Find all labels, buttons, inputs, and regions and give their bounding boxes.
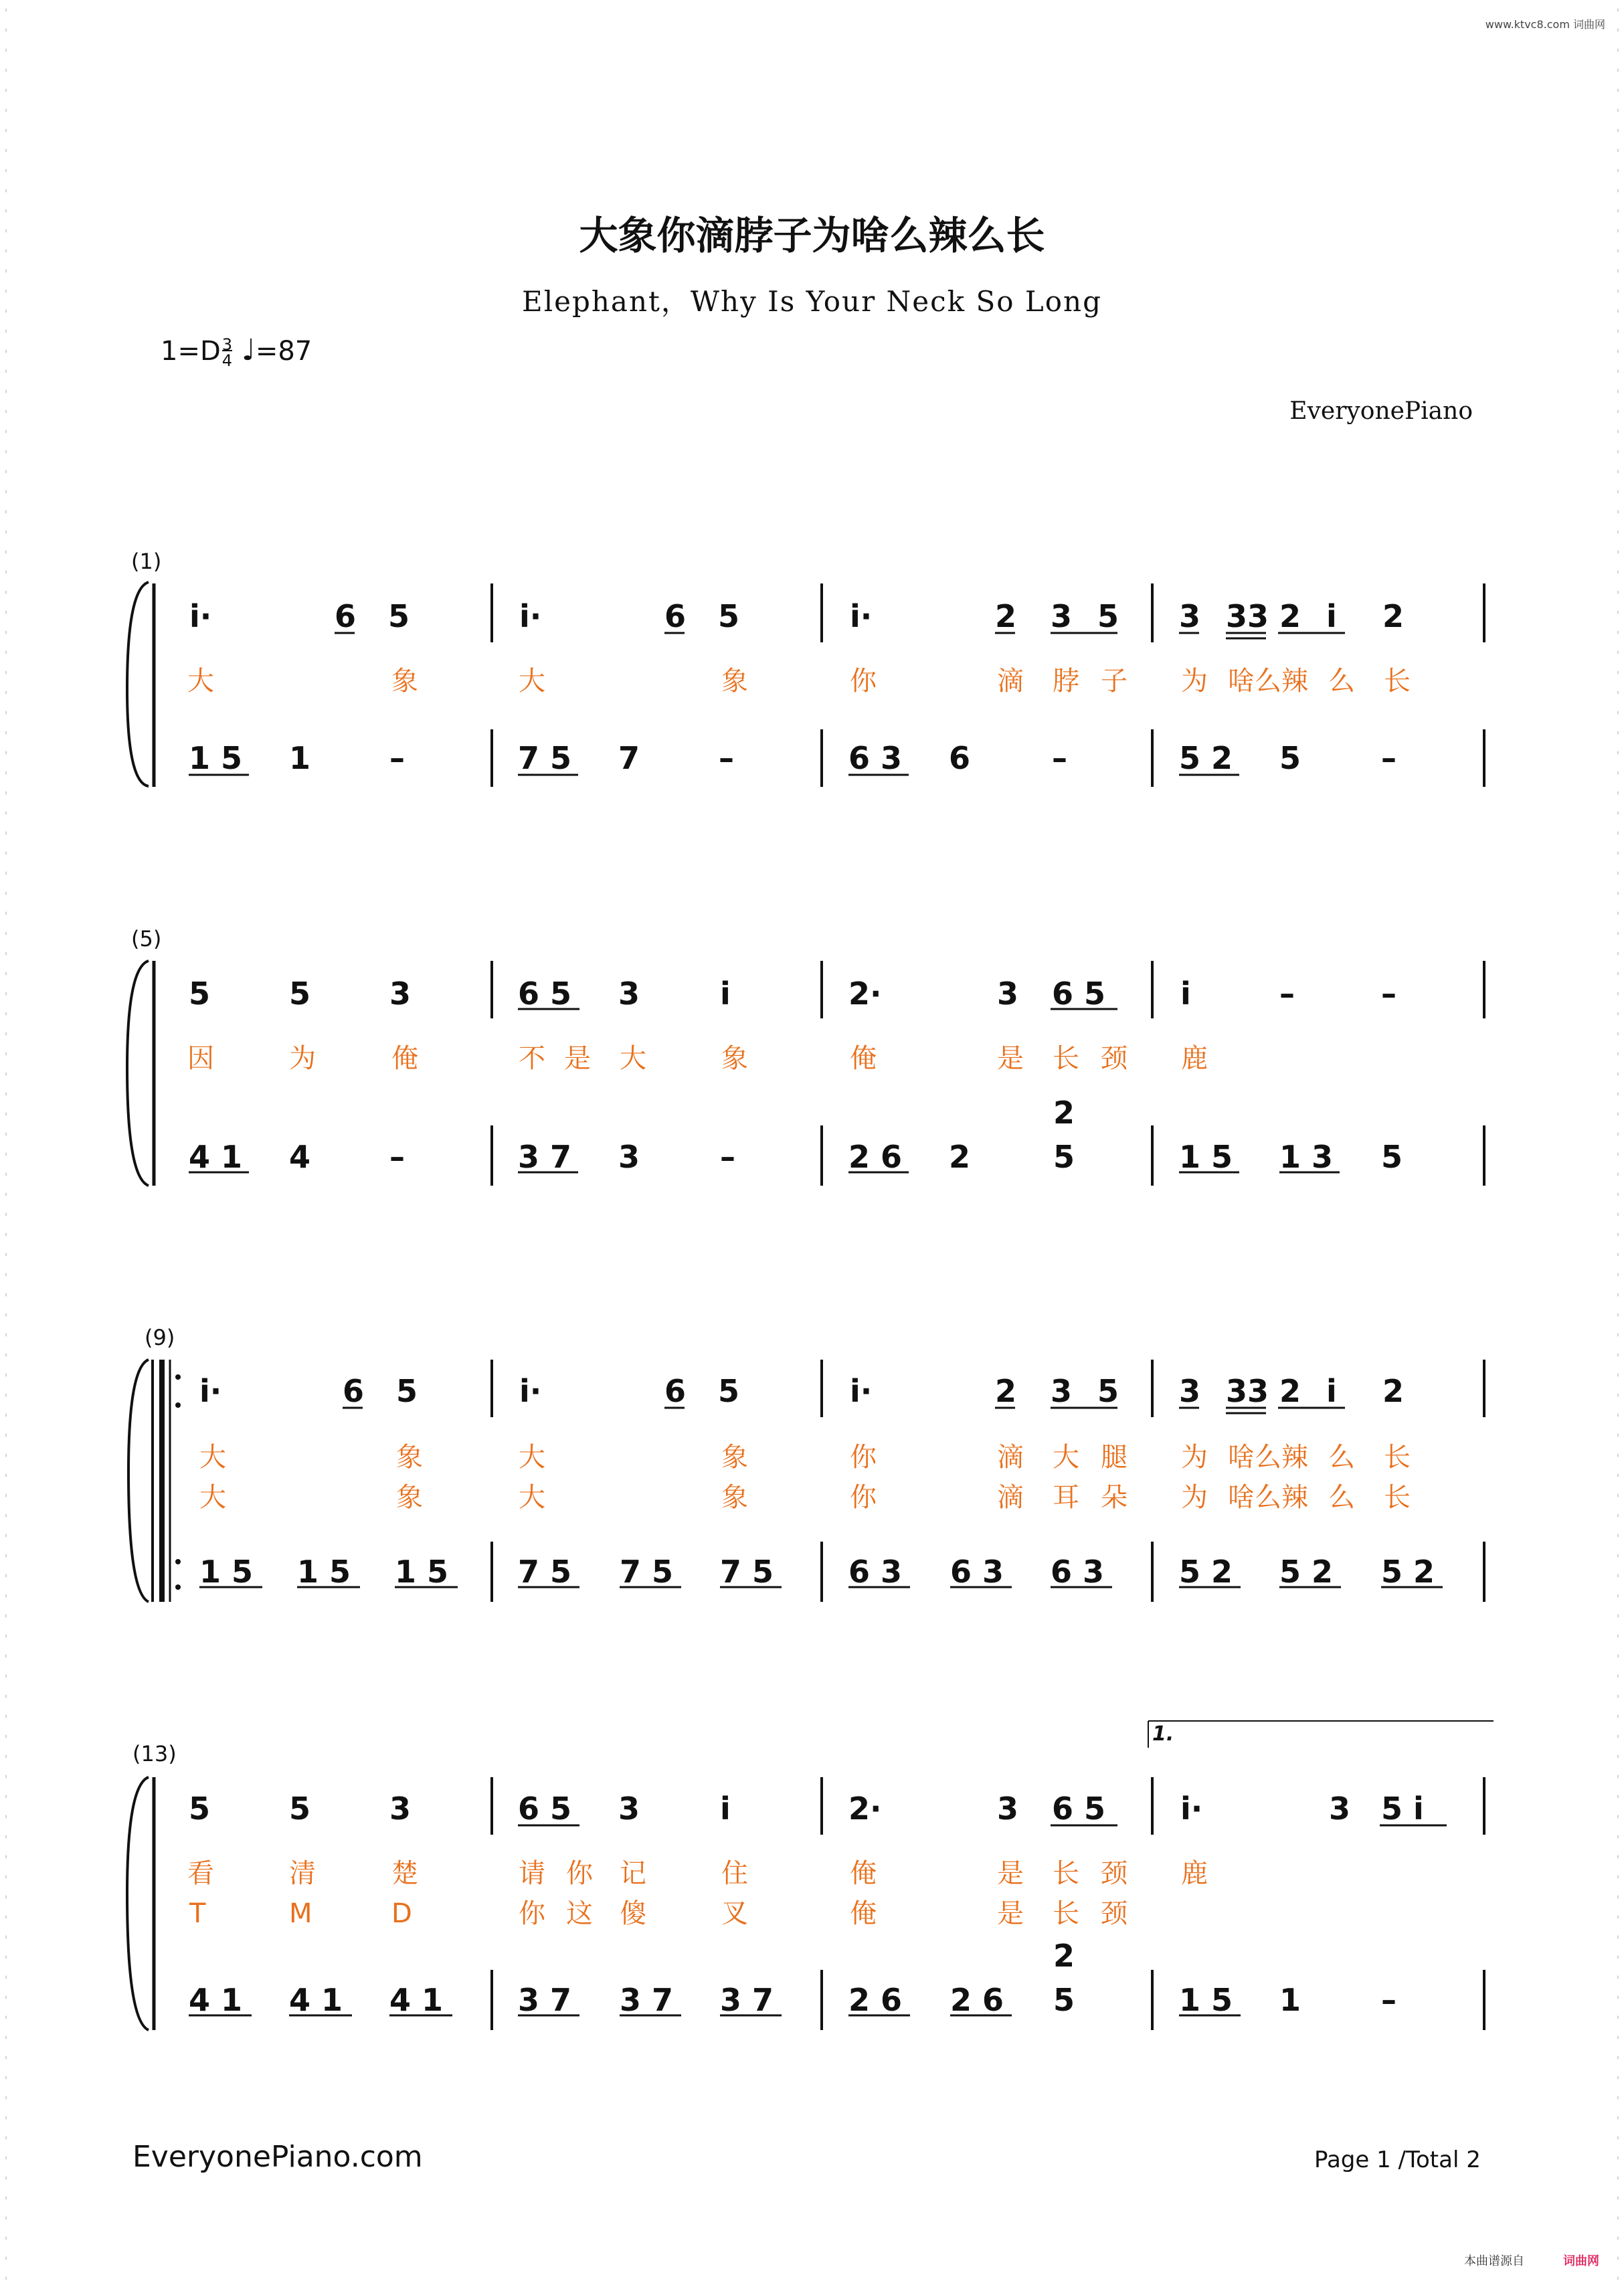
lyric: 象	[396, 1442, 423, 1473]
note: i	[1326, 1373, 1337, 1409]
note: 6 5	[1052, 976, 1106, 1012]
lyric: 不是	[519, 1043, 610, 1074]
note: 1 5	[395, 1554, 449, 1590]
note: i·	[189, 598, 212, 634]
lyric: 腿	[1101, 1442, 1127, 1473]
note: 3	[1051, 1373, 1073, 1409]
lyric: 为	[1181, 666, 1208, 697]
note: 6 5	[518, 1791, 572, 1827]
source-brand: 词曲网	[1563, 2254, 1599, 2268]
key-signature: 1=D	[161, 336, 221, 367]
footer-site: EveryonePiano.com	[132, 2140, 423, 2174]
note: 2	[1053, 1095, 1075, 1131]
note: 3	[1329, 1791, 1351, 1827]
source-label: 本曲谱源自	[1464, 2254, 1524, 2268]
lyric: 长	[1053, 1043, 1079, 1074]
note: 5	[189, 976, 211, 1012]
tempo-value: =87	[255, 336, 312, 367]
lyric: 颈	[1101, 1858, 1127, 1889]
volta-bracket-label: 1.	[1152, 1722, 1174, 1746]
lyric: 耳	[1053, 1482, 1079, 1513]
quarter-note-icon: ♩	[242, 333, 256, 367]
note: i	[720, 1791, 731, 1827]
note: 33	[1226, 1373, 1269, 1409]
lyric: 长	[1053, 1858, 1079, 1889]
lyric: 象	[721, 1442, 748, 1473]
note: 1 3	[1279, 1139, 1334, 1175]
lyric: 你	[519, 1898, 545, 1929]
lyric: 大	[199, 1482, 226, 1513]
note: 4 1	[189, 1139, 243, 1175]
note: 5 2	[1279, 1554, 1334, 1590]
note: –	[719, 740, 734, 776]
lyric: 辣	[1281, 666, 1308, 697]
lyric: 大	[519, 1482, 545, 1513]
lyric: 是	[997, 1898, 1024, 1929]
note: i·	[519, 598, 542, 634]
arranger: EveryonePiano	[1289, 397, 1473, 425]
note: 5 i	[1381, 1791, 1424, 1827]
lyric: 大	[620, 1043, 646, 1074]
note: 2	[1382, 1373, 1405, 1409]
lyric: 俺	[850, 1043, 877, 1074]
lyric: M	[289, 1898, 312, 1929]
lyric: 是	[997, 1858, 1024, 1889]
note: 3 7	[518, 1139, 572, 1175]
note: 7	[618, 740, 640, 776]
note: 1 5	[1179, 1982, 1233, 2018]
lyric: 大	[519, 1442, 545, 1473]
note: 1 5	[297, 1554, 351, 1590]
note: 1	[1279, 1982, 1301, 2018]
note: 5 2	[1179, 1554, 1233, 1590]
lyric: 住	[721, 1858, 748, 1889]
note: 6	[664, 598, 687, 634]
page-indicator: Page 1 /Total 2	[1314, 2147, 1481, 2173]
note: –	[1052, 740, 1067, 776]
note: i	[720, 976, 731, 1012]
score-title: 大象你滴脖子为啥么辣么长	[579, 213, 1045, 258]
note: 5	[1053, 1139, 1075, 1175]
lyric: 啥么	[1228, 1442, 1281, 1473]
note: 5	[718, 598, 740, 634]
note: 6 5	[1052, 1791, 1106, 1827]
lyric: 是	[997, 1043, 1024, 1074]
lyric: 俺	[391, 1043, 418, 1074]
lyric: 请	[519, 1858, 545, 1889]
lyric: 辣	[1281, 1482, 1308, 1513]
note: 3	[389, 1791, 412, 1827]
note: 7 5	[518, 740, 572, 776]
lyric: 为	[289, 1043, 316, 1074]
note: –	[1381, 1982, 1396, 2018]
lyric: 为	[1181, 1482, 1208, 1513]
note: 6	[664, 1373, 687, 1409]
lyric: 大	[187, 666, 214, 697]
lyric: 俺	[850, 1858, 877, 1889]
note: 2·	[848, 1791, 882, 1827]
note: –	[389, 740, 405, 776]
note: 6	[335, 598, 357, 634]
note: 3	[618, 1791, 640, 1827]
top-site-watermark: www.ktvc8.com 词曲网	[1485, 18, 1605, 31]
lyric: 鹿	[1181, 1043, 1208, 1074]
note: 33	[1226, 598, 1269, 634]
lyric: 象	[396, 1482, 423, 1513]
note: 1	[289, 740, 311, 776]
note: 3	[1051, 598, 1073, 634]
lyric: 象	[721, 1043, 748, 1074]
lyric: 看	[187, 1858, 214, 1889]
lyric: 鹿	[1181, 1858, 1208, 1889]
lyric: 你	[850, 1482, 877, 1513]
lyric: 长	[1053, 1898, 1079, 1929]
measure-number: (1)	[131, 549, 162, 574]
note: 3 7	[620, 1982, 674, 2018]
note: 5	[289, 976, 311, 1012]
lyric: 叉	[721, 1898, 748, 1929]
note: 5	[718, 1373, 740, 1409]
time-numerator: 3	[221, 335, 233, 354]
lyric: D	[391, 1898, 412, 1929]
note: 2	[995, 1373, 1017, 1409]
note: –	[720, 1139, 735, 1175]
note: i·	[850, 1373, 873, 1409]
lyric: 么	[1328, 1482, 1355, 1513]
note: –	[1279, 976, 1295, 1012]
note: 6 3	[1051, 1554, 1105, 1590]
note: 1 5	[1179, 1139, 1233, 1175]
lyric: 楚	[391, 1858, 418, 1889]
lyric: 滴	[997, 1442, 1024, 1473]
note: 3	[389, 976, 412, 1012]
note: 6 3	[848, 740, 903, 776]
note: 5 2	[1179, 740, 1233, 776]
note: 1 5	[199, 1554, 254, 1590]
lyric: 清	[289, 1858, 316, 1889]
lyric: 傻	[620, 1898, 646, 1929]
measure-number: (13)	[132, 1741, 177, 1766]
note: 3	[997, 1791, 1019, 1827]
measure-number: (9)	[145, 1325, 175, 1350]
note: 3 7	[720, 1982, 774, 2018]
note: i	[1180, 976, 1191, 1012]
note: i·	[519, 1373, 542, 1409]
measure-number: (5)	[131, 926, 162, 951]
lyric: 象	[721, 666, 748, 697]
lyric: 滴	[997, 1482, 1024, 1513]
lyric: 长	[1384, 666, 1411, 697]
lyric: 么	[1328, 666, 1355, 697]
note: 5	[289, 1791, 311, 1827]
note: 5	[396, 1373, 418, 1409]
note: 4 1	[389, 1982, 444, 2018]
lyric: 长	[1384, 1482, 1411, 1513]
lyric: 颈	[1101, 1043, 1127, 1074]
lyric: 因	[187, 1043, 214, 1074]
note: 2·	[848, 976, 882, 1012]
note: 5	[388, 598, 410, 634]
lyric: 俺	[850, 1898, 877, 1929]
note: 2	[1279, 598, 1301, 634]
note: 3	[997, 976, 1019, 1012]
note: 5 2	[1381, 1554, 1435, 1590]
lyric: 你	[566, 1858, 593, 1889]
note: i·	[1180, 1791, 1203, 1827]
lyric: 滴	[997, 666, 1024, 697]
time-denominator: 4	[221, 351, 233, 370]
note: 5	[189, 1791, 211, 1827]
lyric: 脖	[1053, 666, 1079, 697]
lyric: 大	[519, 666, 545, 697]
lyric: 象	[721, 1482, 748, 1513]
lyric: 大	[1053, 1442, 1079, 1473]
note: 2 6	[848, 1982, 903, 2018]
note: 3 7	[518, 1982, 572, 2018]
note: 6	[343, 1373, 365, 1409]
note: 6 3	[950, 1554, 1004, 1590]
note: 5	[1279, 740, 1301, 776]
note: 5	[1097, 598, 1119, 634]
note: –	[1381, 740, 1396, 776]
lyric: 朵	[1101, 1482, 1127, 1513]
lyric: 象	[391, 666, 418, 697]
score-subtitle: Elephant，Why Is Your Neck So Long	[522, 285, 1102, 318]
note: 3	[618, 976, 640, 1012]
note: 7 5	[720, 1554, 774, 1590]
note: i	[1326, 598, 1337, 634]
note: 4	[289, 1139, 311, 1175]
lyric: 记	[620, 1858, 646, 1889]
note: –	[389, 1139, 405, 1175]
lyric: 么	[1328, 1442, 1355, 1473]
note: 2	[1279, 1373, 1301, 1409]
lyric: 辣	[1281, 1442, 1308, 1473]
note: 7 5	[620, 1554, 674, 1590]
note: 5	[1381, 1139, 1403, 1175]
lyric: 长	[1384, 1442, 1411, 1473]
note: 4 1	[289, 1982, 343, 2018]
note: 3	[618, 1139, 640, 1175]
lyric: 啥么	[1228, 666, 1281, 697]
lyric: T	[189, 1898, 206, 1929]
note: 2	[1053, 1938, 1075, 1974]
note: –	[1381, 976, 1396, 1012]
lyric: 子	[1101, 666, 1127, 697]
note: 4 1	[189, 1982, 243, 2018]
note: 2 6	[848, 1139, 903, 1175]
lyric: 你	[850, 666, 877, 697]
note: 1 5	[189, 740, 243, 776]
note: 6 3	[848, 1554, 903, 1590]
lyric: 你	[850, 1442, 877, 1473]
note: 2	[949, 1139, 971, 1175]
lyric: 啥么	[1228, 1482, 1281, 1513]
note: 6 5	[518, 976, 572, 1012]
note: 3	[1179, 598, 1201, 634]
note: i·	[850, 598, 873, 634]
lyric: 大	[199, 1442, 226, 1473]
note: 6	[949, 740, 971, 776]
note: 2	[1382, 598, 1405, 634]
note: 5	[1097, 1373, 1119, 1409]
note: 7 5	[518, 1554, 572, 1590]
note: 5	[1053, 1982, 1075, 2018]
note: 2 6	[950, 1982, 1004, 2018]
note: i·	[199, 1373, 222, 1409]
lyric: 颈	[1101, 1898, 1127, 1929]
lyric: 这	[566, 1898, 593, 1929]
note: 3	[1179, 1373, 1201, 1409]
note: 2	[995, 598, 1017, 634]
lyric: 为	[1181, 1442, 1208, 1473]
